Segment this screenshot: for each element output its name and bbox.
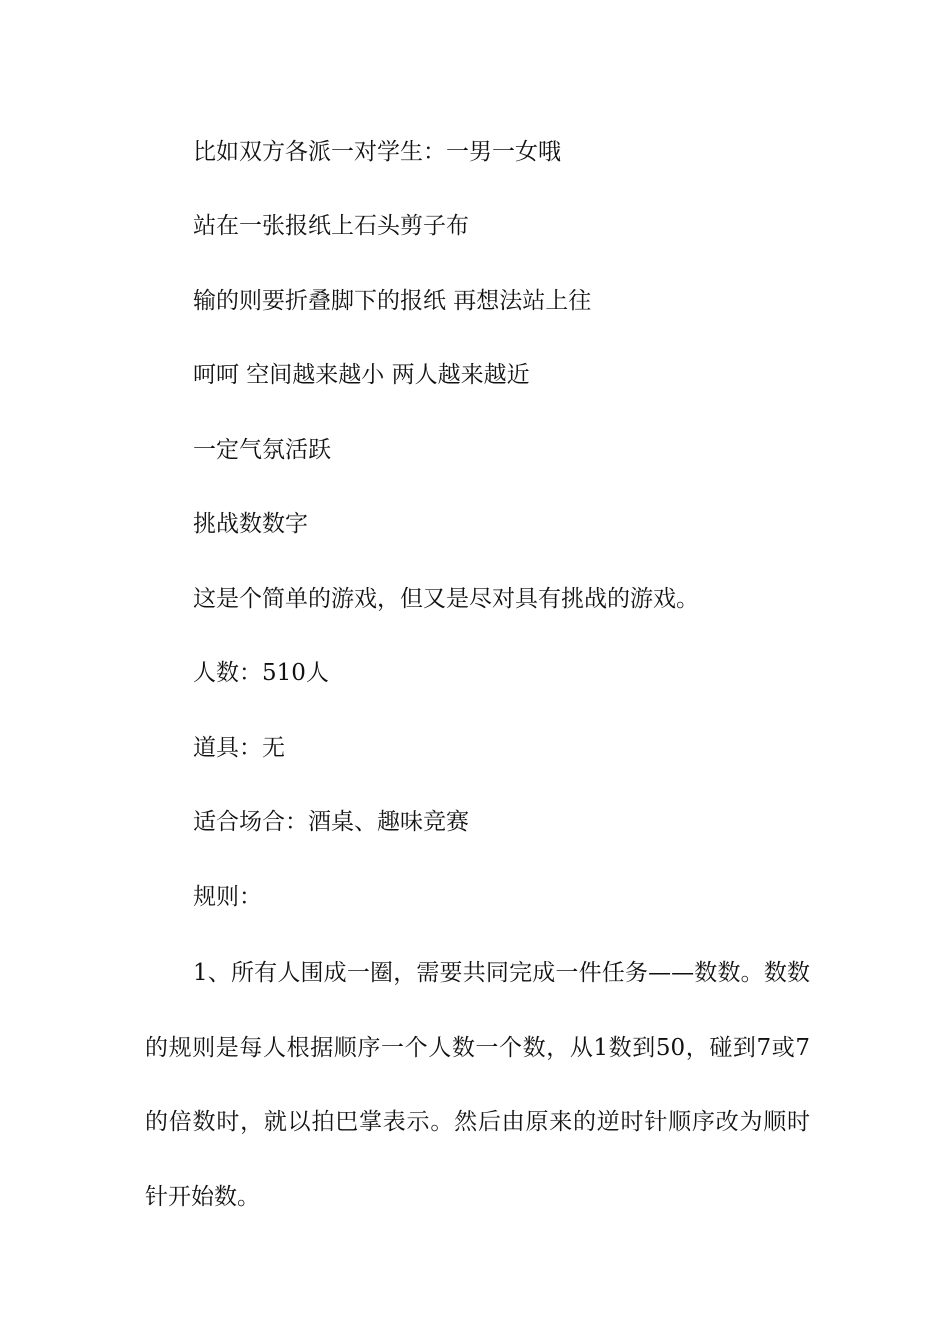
text-line-4: 呵呵 空间越来越小 两人越来越近 (193, 362, 530, 388)
player-count-line: 人数：510人 (193, 660, 329, 686)
text-line-3: 输的则要折叠脚下的报纸 再想法站上往 (193, 288, 592, 314)
rule-paragraph-1: 1、所有人围成一圈，需要共同完成一件任务——数数。数数的规则是每人根据顺序一个人数一个数，从1数到50，碰到7或7的倍数时，就以拍巴掌表示。然后由原来的逆时针顺序改为顺时针开始数。 (145, 960, 810, 1210)
text-line-1: 比如双方各派一对学生：一男一女哦 (193, 139, 561, 165)
occasion-line: 适合场合：酒桌、趣味竞赛 (193, 809, 469, 835)
rules-label: 规则： (193, 884, 262, 910)
section-heading-counting-game: 挑战数数字 (193, 511, 308, 537)
props-line: 道具：无 (193, 735, 285, 761)
text-line-2: 站在一张报纸上石头剪子布 (193, 213, 469, 239)
text-line-5: 一定气氛活跃 (193, 437, 331, 463)
text-line-7: 这是个简单的游戏，但又是尽对具有挑战的游戏。 (193, 586, 699, 612)
